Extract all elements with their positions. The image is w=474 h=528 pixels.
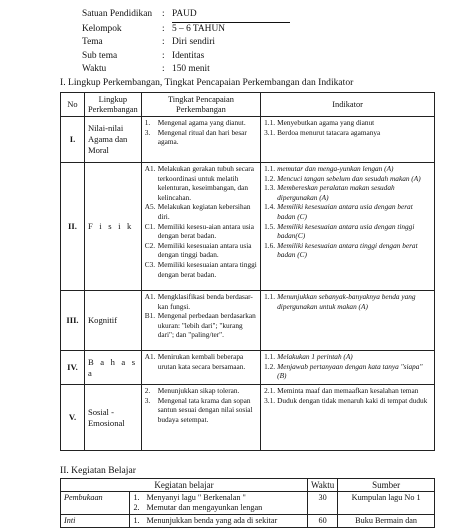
list-item (145, 352, 257, 371)
header-value: Diri sendiri (172, 37, 215, 48)
item-text: Menjawab pertanyaan dengan kata tanya "siapa" (B) (277, 361, 423, 381)
header-time: Waktu (307, 479, 337, 492)
achievement-cell (141, 291, 260, 351)
row-number: III. (61, 291, 85, 351)
header-colon: : (162, 23, 165, 34)
item-text: Memiliki kesesuaian antara tinggi dengan berat badan (C) (277, 240, 418, 260)
header-row (82, 50, 290, 64)
item-number: B1. (144, 311, 156, 321)
item-text: Mengenal tata krama dan sopan santun sesuai dengan nilai sosial budaya setempat. (157, 395, 253, 424)
header-key: Satuan Pendidikan (82, 9, 153, 19)
item-number: A1. (144, 164, 156, 173)
list-item (145, 202, 257, 221)
activity-phase: Pembukaan (61, 492, 130, 515)
header-key: Kelompok (82, 23, 122, 34)
row-number: I. (61, 117, 85, 163)
header-value: PAUD (172, 8, 290, 23)
item-number: A1. (144, 352, 156, 361)
item-number: 1.1. (264, 164, 276, 173)
item-number: 1. (133, 516, 140, 525)
header-row (82, 36, 290, 50)
indicator-cell (261, 117, 435, 163)
indicator-cell (261, 291, 435, 351)
activity-row (61, 515, 435, 528)
header-row (82, 23, 290, 37)
activity-items (130, 492, 307, 515)
item-number: 3.1. (264, 395, 276, 405)
item-number: A1. (144, 292, 156, 301)
item-text: Menunjukkan sebanyak-banyaknya benda yang dipergunakan untuk makan (A) (277, 292, 416, 311)
list-item (264, 202, 431, 221)
achievement-cell (141, 351, 260, 385)
development-area: B a h a s a (84, 351, 141, 385)
activity-phase: Inti (61, 515, 130, 528)
list-item (264, 128, 431, 138)
item-number: 1.2. (264, 361, 276, 371)
list-item (145, 128, 257, 147)
list-item (133, 493, 303, 503)
item-text: Duduk dengan tidak menaruh kaki di tempat duduk (277, 395, 428, 405)
header-colon: : (162, 64, 165, 75)
item-text: Melakukan kegiatan kebersihan diri. (157, 202, 251, 221)
item-text: Memiliki kesesuaian antara usia dengan tinggi badan(C) (277, 221, 415, 241)
item-number: C3. (144, 259, 156, 269)
item-text: Meminta maaf dan memaafkan kesalahan teman (277, 386, 419, 395)
list-item (145, 311, 257, 340)
table-header-row (61, 93, 435, 117)
item-text: Memiliki kesesu-aian antara usia dengan berat badan. (157, 221, 254, 241)
item-number: 1. (133, 493, 140, 502)
item-text: Mengenal agama yang dianut. (157, 118, 246, 127)
item-number: 3.1. (264, 127, 276, 137)
item-number: 1.4. (264, 202, 276, 212)
item-text: Membereskan peralatan makan sesudah dipergunakan (A) (277, 183, 395, 202)
list-item (133, 516, 303, 526)
list-item (264, 118, 431, 128)
list-item (145, 260, 257, 279)
item-text: Menunjukkan benda yang ada di sekitar (146, 516, 278, 525)
header-no: No (61, 93, 85, 117)
item-text: memutar dan menga-yunkan lengan (A) (277, 164, 394, 173)
item-number: 1.6. (264, 240, 276, 250)
item-number: 2.1. (264, 386, 276, 395)
item-text: Mencuci tangan sebelum dan sesudah makan (A) (277, 173, 421, 183)
item-number: 3. (144, 395, 151, 405)
list-item (264, 183, 431, 202)
development-area: Sosial - Emosional (84, 385, 141, 451)
header-colon: : (162, 50, 165, 61)
header-key: Sub tema (82, 50, 118, 61)
list-item (145, 164, 257, 202)
header-source: Sumber (338, 479, 435, 492)
item-text: Berdoa menurut tatacara agamanya (277, 127, 381, 137)
development-table (60, 92, 435, 451)
item-number: 1.1. (264, 352, 276, 361)
activity-source: Buku Bermain dan (338, 515, 435, 528)
item-text: Memiliki kesesuaian antara tinggi dengan berat badan. (157, 259, 257, 279)
indicator-cell (261, 351, 435, 385)
header-area: Lingkup Perkembangan (84, 93, 141, 117)
achievement-cell (141, 163, 260, 291)
row-number: II. (61, 163, 85, 291)
item-number: 1.2. (264, 173, 276, 183)
table-row (61, 163, 435, 291)
header-value: Identitas (172, 50, 205, 61)
item-text: Mengklasifikasi benda berdasar-kan fungsi. (157, 292, 253, 311)
header-indicator: Indikator (261, 93, 435, 117)
item-text: Memiliki kesesuaian antara usia dengan tinggi badan. (157, 240, 252, 260)
table-row (61, 117, 435, 163)
activity-source: Kumpulan lagu No 1 (338, 492, 435, 515)
table-row (61, 385, 435, 451)
list-item (264, 352, 431, 362)
indicator-cell (261, 163, 435, 291)
list-item (264, 164, 431, 174)
item-number: 1. (144, 118, 151, 127)
development-area: F i s i k (84, 163, 141, 291)
item-text: Memutar dan mengayunkan lengan (146, 503, 263, 512)
header-value: 150 menit (172, 64, 210, 75)
item-number: 1.1. (264, 292, 276, 301)
list-item (264, 222, 431, 241)
row-number: V. (61, 385, 85, 451)
item-text: Melakukan 1 perintah (A) (277, 352, 353, 361)
item-number: 2. (144, 386, 151, 395)
section2-title: II. Kegiatan Belajar (60, 465, 136, 476)
list-item (264, 174, 431, 184)
table-row (61, 291, 435, 351)
list-item (264, 292, 431, 311)
header-activity: Kegiatan belajar (61, 479, 308, 492)
item-text: Memiliki kesesuaian antara usia dengan berat badan (C) (277, 202, 413, 221)
list-item (145, 396, 257, 425)
header-tpp: Tingkat Pencapaian Perkembangan (141, 93, 260, 117)
header-key: Waktu (82, 64, 107, 75)
item-number: A5. (144, 202, 156, 212)
list-item (264, 362, 431, 381)
header-value: 5 – 6 TAHUN (172, 23, 225, 34)
list-item (264, 386, 431, 396)
list-item (264, 396, 431, 406)
item-number: 2. (133, 503, 140, 512)
achievement-cell (141, 385, 260, 451)
item-text: Menunjukkan sikap toleran. (157, 386, 240, 395)
item-text: Mengenal perbedaan berdasarkan ukuran: "lebih dari"; "kurang dari"; dan "paling/ter". (157, 311, 256, 340)
list-item (133, 503, 303, 513)
list-item (145, 386, 257, 396)
item-text: Melakukan gerakan tubuh secara terkoordinasi untuk melatih kelenturan, keseimbangan, dan kelincahan. (157, 164, 254, 202)
item-number: C1. (144, 221, 156, 231)
achievement-cell (141, 117, 260, 163)
header-colon: : (162, 37, 165, 48)
item-number: 1.5. (264, 221, 276, 231)
header-row (82, 63, 290, 77)
list-item (145, 222, 257, 241)
identity-header (82, 8, 290, 77)
activity-items (130, 515, 307, 528)
table-row (61, 351, 435, 385)
item-text: Menyanyi lagu " Berkenalan " (146, 493, 246, 502)
item-text: Menyebutkan agama yang dianut (277, 118, 375, 127)
item-number: 3. (144, 127, 151, 137)
development-area: Nilai-nilai Agama dan Moral (84, 117, 141, 163)
development-area: Kognitif (84, 291, 141, 351)
row-number: IV. (61, 351, 85, 385)
header-row (82, 8, 290, 23)
item-number: C2. (144, 240, 156, 250)
list-item (145, 292, 257, 311)
item-text: Mengenal ritual dan hari besar agama. (157, 127, 247, 147)
indicator-cell (261, 385, 435, 451)
header-key: Tema (82, 37, 103, 48)
list-item (264, 241, 431, 260)
item-text: Menirukan kembali beberapa urutan kata secara bersamaan. (157, 352, 246, 371)
activity-row (61, 492, 435, 515)
section1-title: I. Lingkup Perkembangan, Tingkat Pencapaian Perkembangan dan Indikator (60, 77, 354, 88)
activity-time: 30 (307, 492, 337, 515)
activity-header-row (61, 479, 435, 492)
list-item (145, 118, 257, 128)
activity-time: 60 (307, 515, 337, 528)
header-colon: : (162, 9, 165, 19)
list-item (145, 241, 257, 260)
item-number: 1.3. (264, 183, 276, 193)
item-number: 1.1. (264, 118, 276, 127)
